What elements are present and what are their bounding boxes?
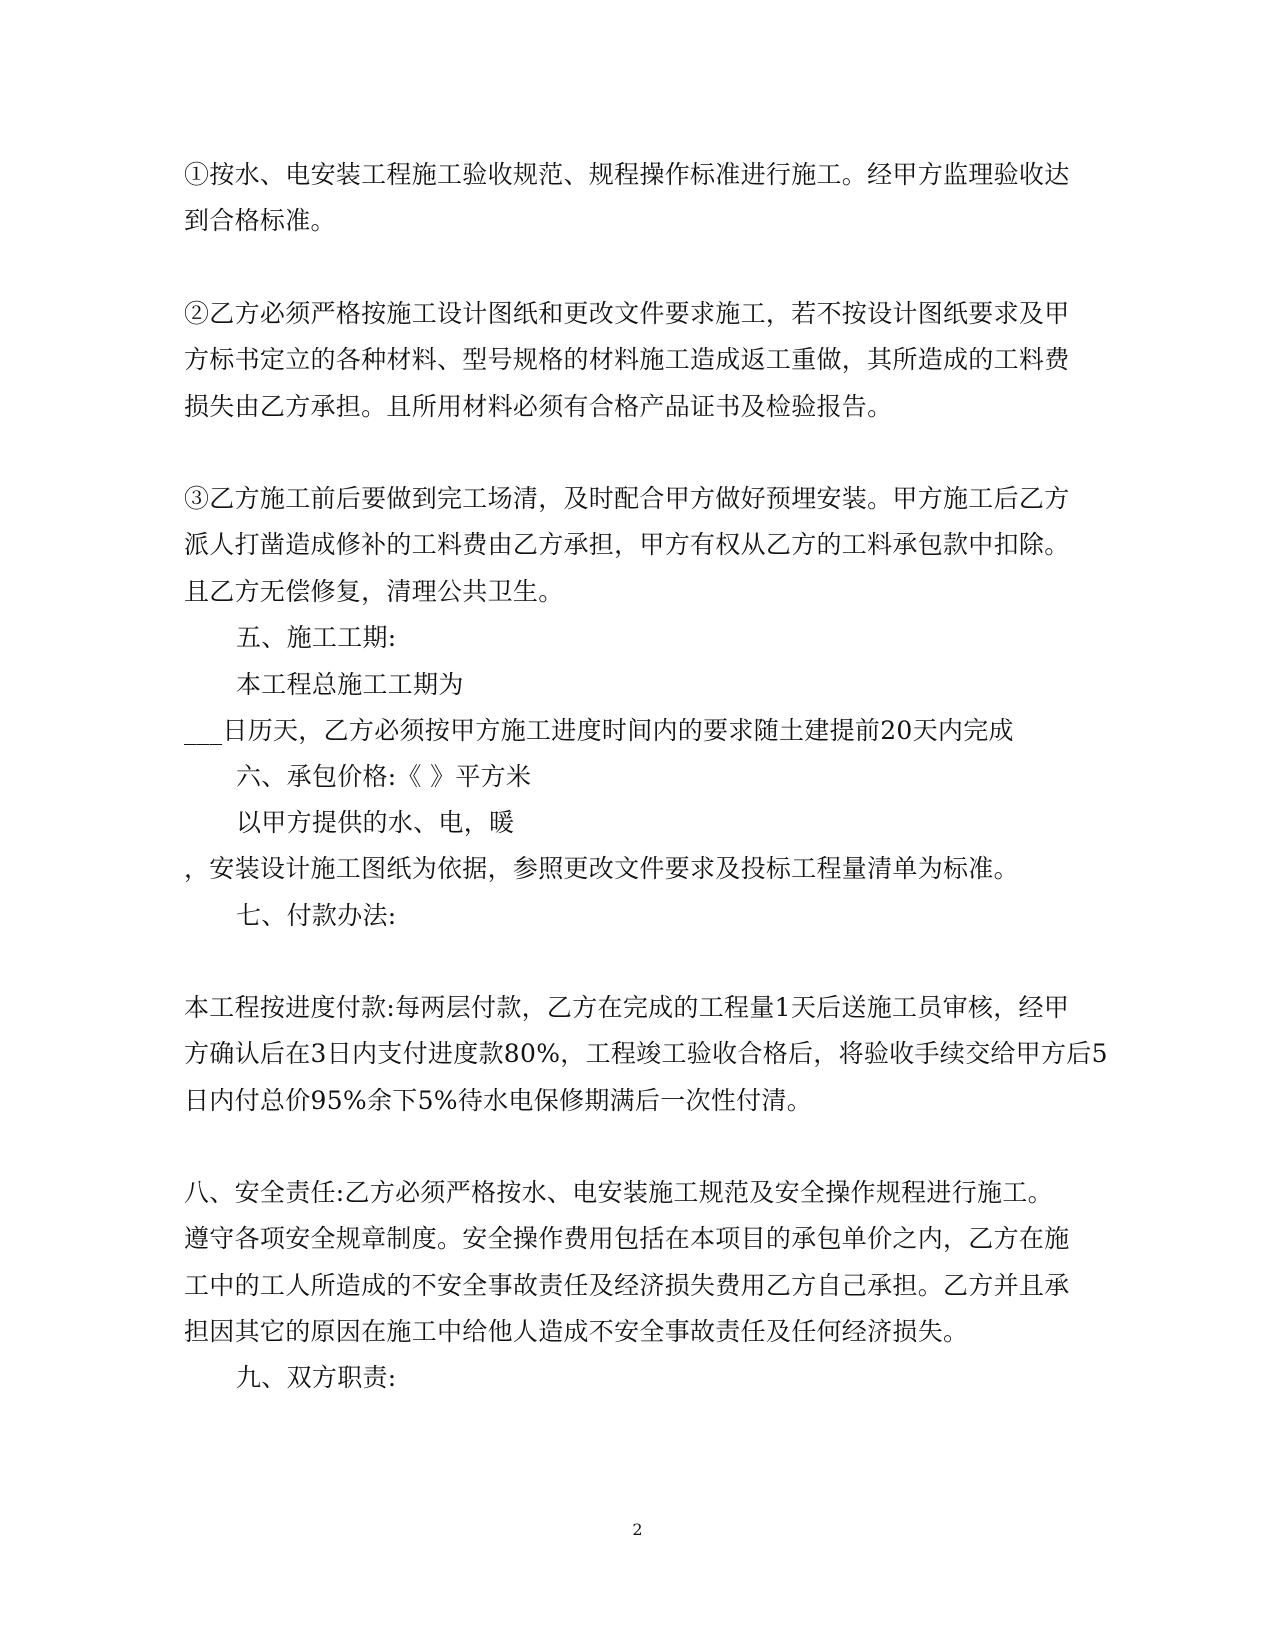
paragraph-line: 方标书定立的各种材料、型号规格的材料施工造成返工重做，其所造成的工料费 bbox=[184, 345, 1070, 374]
paragraph-line: ___日历天，乙方必须按甲方施工进度时间内的要求随土建提前20天内完成 bbox=[184, 716, 1014, 745]
paragraph-line: 工中的工人所造成的不安全事故责任及经济损失费用乙方自己承担。乙方并且承 bbox=[184, 1271, 1070, 1300]
paragraph-line: ③乙方施工前后要做到完工场清，及时配合甲方做好预埋安装。甲方施工后乙方 bbox=[184, 484, 1070, 513]
paragraph-line: 本工程按进度付款:每两层付款，乙方在完成的工程量1天后送施工员审核，经甲 bbox=[184, 993, 1070, 1022]
section-heading-duties: 九、双方职责: bbox=[236, 1363, 397, 1392]
paragraph-line: 派人打凿造成修补的工料费由乙方承担，甲方有权从乙方的工料承包款中扣除。 bbox=[184, 530, 1070, 559]
paragraph-line: 且乙方无偿修复，清理公共卫生。 bbox=[184, 577, 564, 606]
section-heading-price: 六、承包价格:《 》平方米 bbox=[236, 762, 532, 791]
paragraph-line: 本工程总施工工期为 bbox=[236, 670, 464, 699]
paragraph-line: 日内付总价95%余下5%待水电保修期满后一次性付清。 bbox=[184, 1086, 813, 1115]
paragraph-line: 到合格标准。 bbox=[184, 206, 336, 235]
paragraph-line: 担因其它的原因在施工中给他人造成不安全事故责任及任何经济损失。 bbox=[184, 1317, 969, 1346]
section-heading-schedule: 五、施工工期: bbox=[236, 623, 397, 652]
paragraph-line: ①按水、电安装工程施工验收规范、规程操作标准进行施工。经甲方监理验收达 bbox=[184, 160, 1070, 189]
paragraph-line: ，安装设计施工图纸为依据，参照更改文件要求及投标工程量清单为标准。 bbox=[184, 854, 1019, 883]
section-heading-safety: 八、安全责任:乙方必须严格按水、电安装施工规范及安全操作规程进行施工。 bbox=[184, 1178, 1053, 1207]
section-heading-payment: 七、付款办法: bbox=[236, 901, 397, 930]
paragraph-line: 损失由乙方承担。且所用材料必须有合格产品证书及检验报告。 bbox=[184, 392, 893, 421]
paragraph-line: ②乙方必须严格按施工设计图纸和更改文件要求施工，若不按设计图纸要求及甲 bbox=[184, 299, 1070, 328]
page-number: 2 bbox=[632, 1520, 643, 1539]
paragraph-line: 遵守各项安全规章制度。安全操作费用包括在本项目的承包单价之内，乙方在施 bbox=[184, 1224, 1070, 1253]
paragraph-line: 方确认后在3日内支付进度款80%，工程竣工验收合格后，将验收手续交给甲方后5 bbox=[184, 1039, 1108, 1068]
paragraph-line: 以甲方提供的水、电，暖 bbox=[236, 808, 515, 837]
